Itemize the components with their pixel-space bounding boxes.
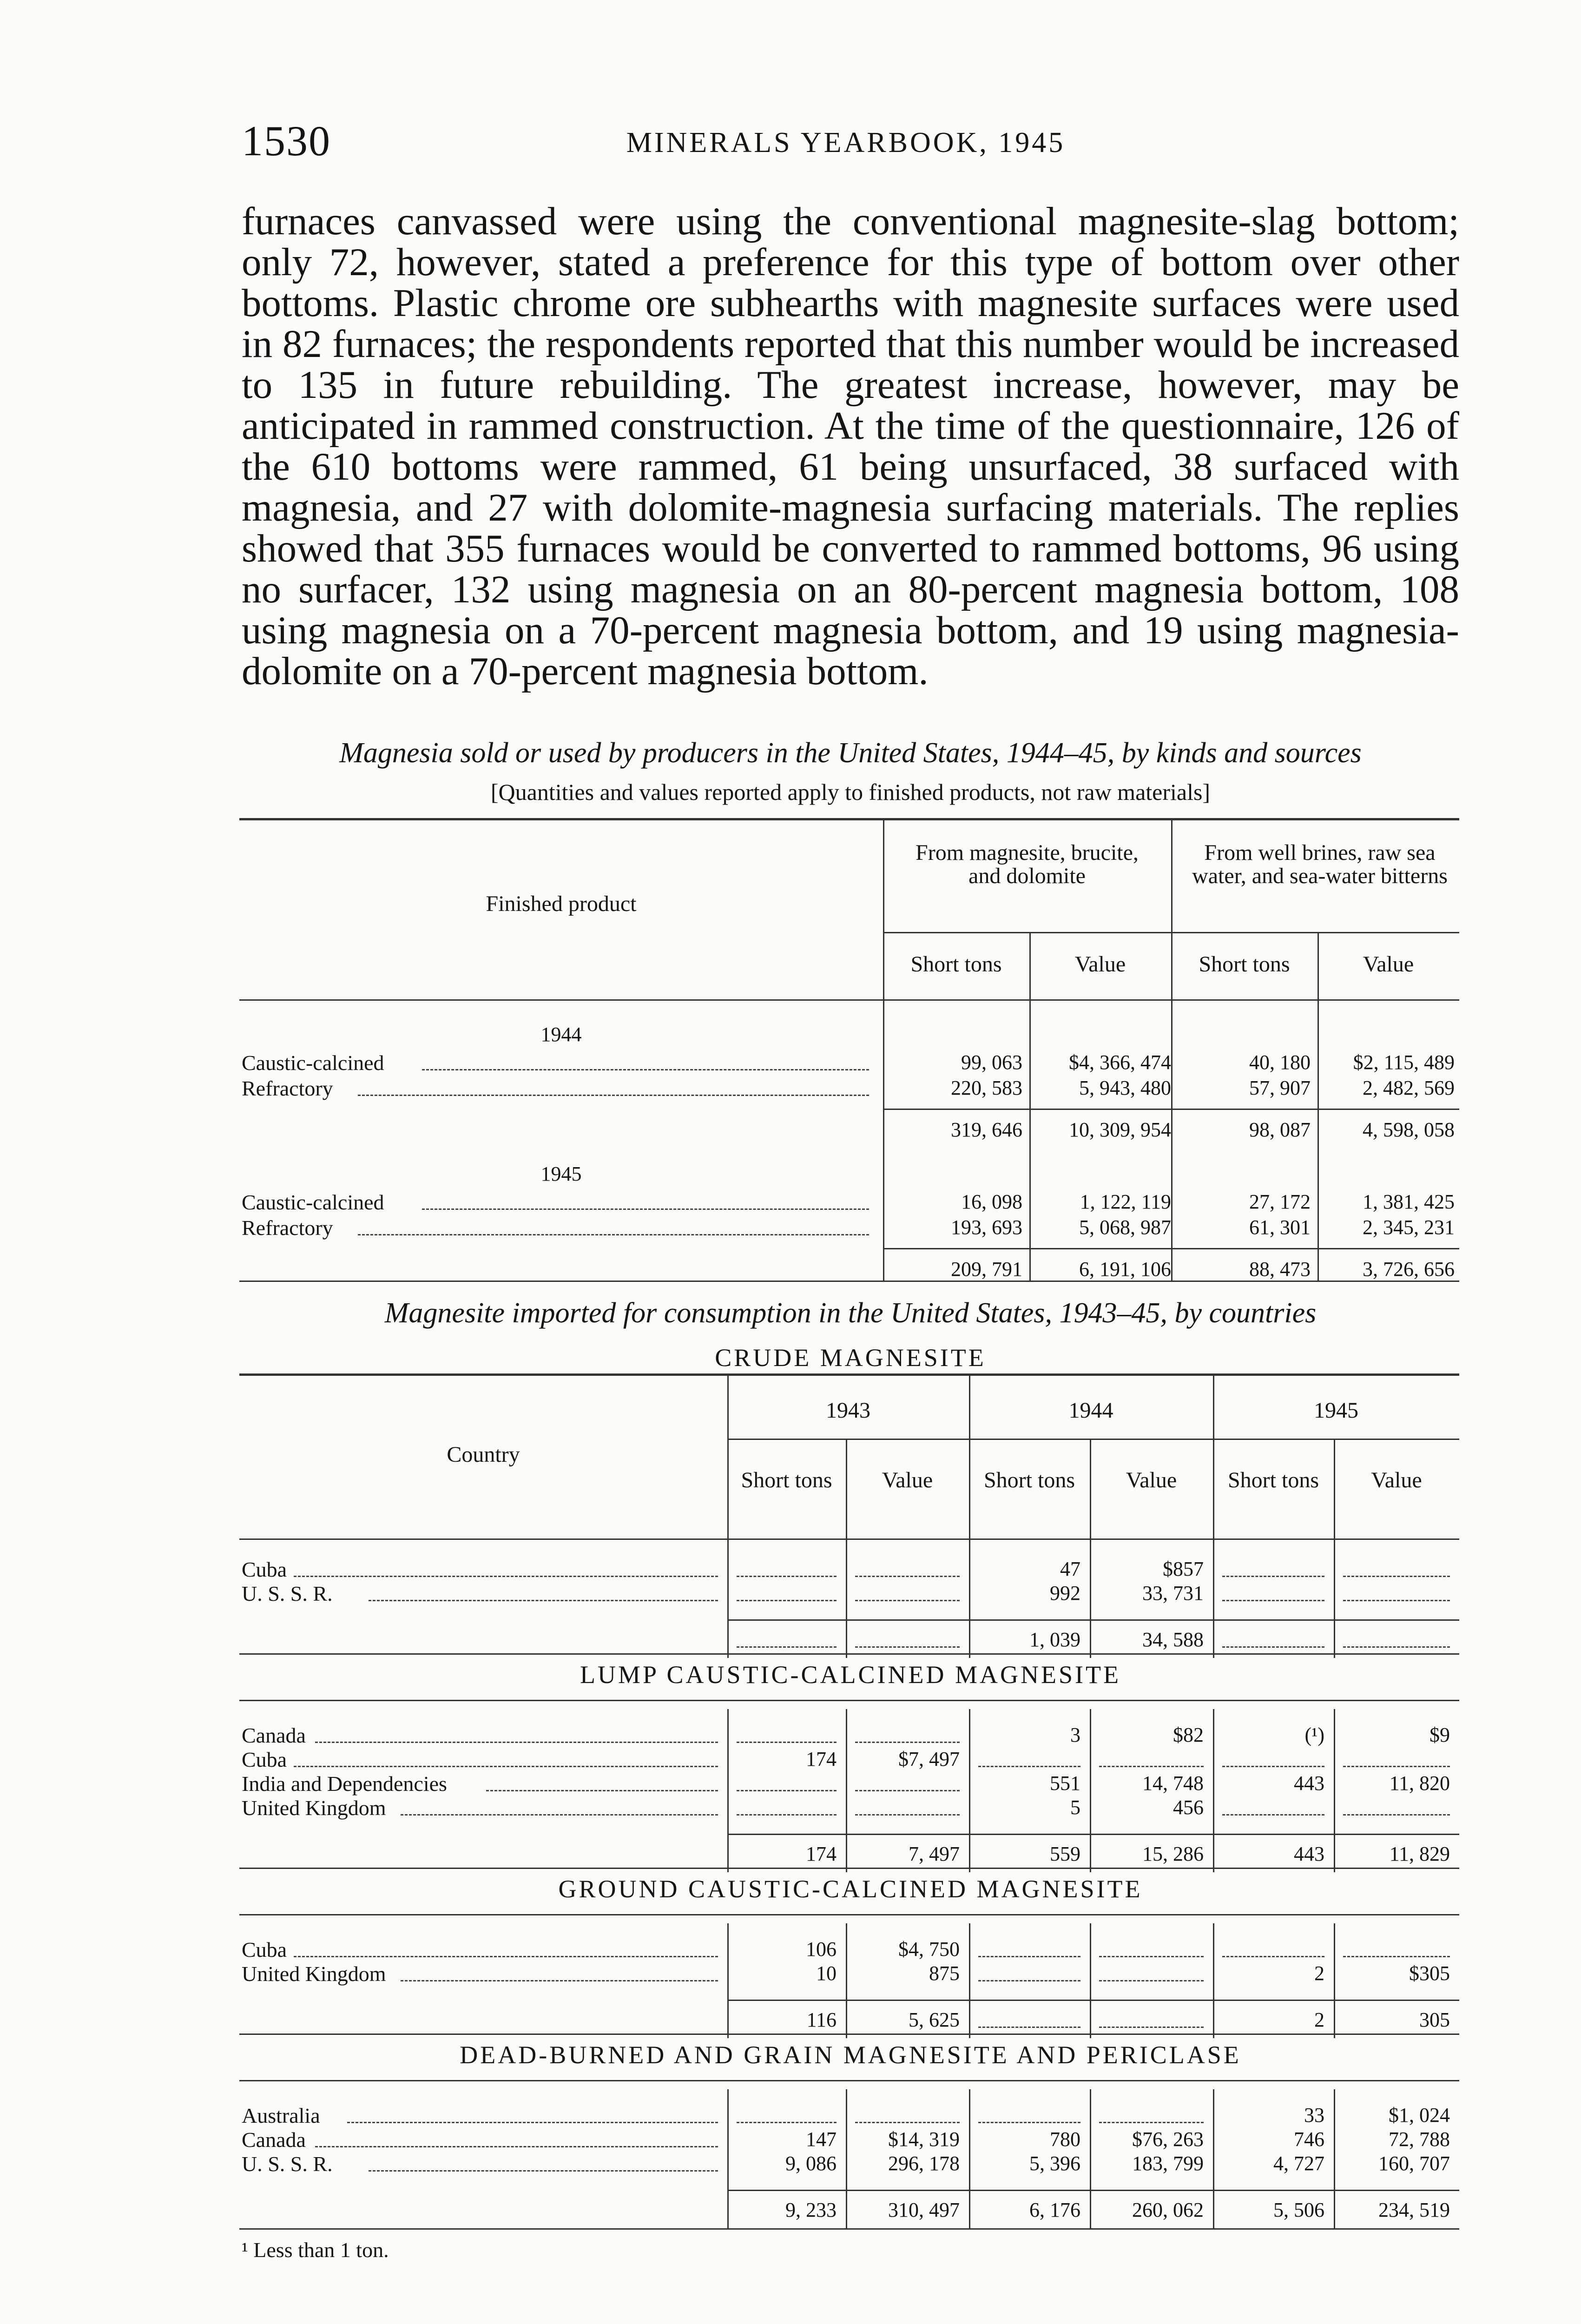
- empty-cell-dots: [737, 1600, 837, 1601]
- empty-cell-dots: [737, 1814, 837, 1816]
- body-paragraph: furnaces canvassed were using the conventional magnesite-slag bottom; only 72, however, stated a preference for this type of bottom over other bottoms. Plastic chrome ore subhearths with magnesite surfaces were used in 82 furnaces; the respondents reported that this number would be increased to 135 in future rebuilding. The greatest increase, however, may be anticipated in rammed construction. At the time of the questionnaire, 126 of the 610 bottoms were rammed, 61 being unsurfaced, 38 surfaced with magnesia, and 27 with dolomite-magnesia surfacing materials. The replies showed that 355 furnaces would be converted to rammed bottoms, 96 using no surfacer, 132 using magnesia on an 80-percent magnesia bottom, 108 using magnesia on a 70-percent magnesia bottom, and 19 using magnesia-dolomite on a 70-percent magnesia bottom.: [242, 199, 1459, 693]
- leader-dots: [315, 2146, 718, 2147]
- table1-group-rule: [883, 932, 1459, 933]
- table-cell: 992: [1050, 1582, 1080, 1604]
- empty-cell-dots: [1099, 1956, 1204, 1957]
- table-cell: 61, 301: [1249, 1216, 1311, 1239]
- total-cell: 88, 473: [1249, 1258, 1311, 1281]
- empty-cell-dots: [1343, 1766, 1450, 1767]
- leader-dots: [369, 1600, 718, 1601]
- section-title: GROUND CAUSTIC-CALCINED MAGNESITE: [558, 1875, 1143, 1903]
- table2-vline: [1334, 2089, 1335, 2228]
- table1-caption: Magnesia sold or used by producers in the United States, 1944–45, by kinds and sources: [339, 737, 1362, 769]
- table2-vline: [1213, 2089, 1214, 2228]
- row-label: Canada: [242, 1723, 306, 1747]
- total-cell: 209, 791: [951, 1258, 1022, 1281]
- empty-cell-dots: [855, 1814, 960, 1816]
- table1-col-header: Short tons: [910, 952, 1002, 977]
- total-cell: 319, 646: [951, 1118, 1022, 1141]
- table2-col-header: Short tons: [741, 1468, 832, 1492]
- empty-cell-dots: [737, 1576, 837, 1577]
- leader-dots: [401, 1980, 718, 1981]
- total-cell: 1, 039: [1029, 1628, 1080, 1651]
- table-cell: 2: [1314, 1962, 1324, 1985]
- table-cell: 780: [1050, 2128, 1080, 2151]
- total-cell: 116: [806, 2008, 837, 2031]
- section-rule: [239, 1914, 1459, 1915]
- table1-head-rule: [239, 999, 1459, 1001]
- row-label: India and Dependencies: [242, 1772, 447, 1796]
- table2-vline: [727, 1709, 729, 1872]
- table2-vline: [1090, 2089, 1091, 2228]
- empty-cell-dots: [978, 1766, 1080, 1767]
- table-cell: 106: [806, 1938, 837, 1961]
- total-cell: 3, 726, 656: [1363, 1258, 1455, 1281]
- table-cell: 875: [929, 1962, 960, 1985]
- table-cell: 1, 122, 119: [1080, 1190, 1171, 1213]
- total-cell: 174: [806, 1842, 837, 1865]
- table-cell: 10: [816, 1962, 837, 1985]
- section-rule: [239, 1700, 1459, 1701]
- table2-vline: [1090, 1439, 1091, 1658]
- table-cell: 40, 180: [1249, 1051, 1311, 1074]
- table1-vline: [1029, 932, 1031, 1281]
- empty-cell-dots: [1222, 1576, 1324, 1577]
- table-cell: 27, 172: [1249, 1190, 1311, 1213]
- table2-col-header: Value: [1371, 1468, 1422, 1492]
- table-cell: 5, 068, 987: [1079, 1216, 1171, 1239]
- total-cell: 260, 062: [1132, 2199, 1204, 2221]
- table-cell: 147: [806, 2128, 837, 2151]
- footnote: ¹ Less than 1 ton.: [242, 2238, 389, 2262]
- table-cell: 193, 693: [951, 1216, 1022, 1239]
- total-rule: [727, 1619, 1459, 1621]
- row-label: U. S. S. R.: [242, 2152, 333, 2176]
- table-cell: 33, 731: [1142, 1582, 1204, 1604]
- page-header: [242, 116, 1450, 181]
- row-label: Refractory: [242, 1076, 333, 1100]
- row-label: Cuba: [242, 1748, 287, 1771]
- total-cell: 6, 176: [1029, 2199, 1080, 2221]
- leader-dots: [486, 1790, 718, 1791]
- table-cell: $4, 750: [898, 1938, 960, 1961]
- table-cell: 99, 063: [961, 1051, 1022, 1074]
- table2-vline: [846, 1709, 847, 1872]
- total-cell: 5, 506: [1273, 2199, 1324, 2221]
- total-cell: 9, 233: [785, 2199, 837, 2221]
- table2-vline: [1213, 1923, 1214, 2038]
- row-label: Canada: [242, 2128, 306, 2152]
- table1-col-header: Short tons: [1199, 952, 1290, 977]
- table-cell: 2, 345, 231: [1363, 1216, 1455, 1239]
- empty-cell-dots: [855, 1600, 960, 1601]
- table-cell: $857: [1163, 1558, 1204, 1580]
- empty-cell-dots: [1343, 1956, 1450, 1957]
- table-cell: 160, 707: [1378, 2152, 1450, 2175]
- empty-cell-dots: [855, 1742, 960, 1743]
- empty-cell-dots: [1099, 2122, 1204, 2123]
- empty-cell-dots: [1099, 1980, 1204, 1981]
- table-cell: $7, 497: [898, 1748, 960, 1770]
- table-cell: (¹): [1304, 1723, 1324, 1746]
- table-cell: 16, 098: [961, 1190, 1022, 1213]
- empty-cell-dots: [978, 2027, 1080, 2028]
- table-cell: $9: [1429, 1723, 1450, 1746]
- table2-vline: [846, 2089, 847, 2228]
- total-rule: [883, 1109, 1459, 1110]
- section-rule: [239, 2034, 1459, 2035]
- table-cell: 5, 943, 480: [1079, 1076, 1171, 1099]
- empty-cell-dots: [978, 2122, 1080, 2123]
- empty-cell-dots: [855, 1646, 960, 1648]
- section-rule: [239, 1868, 1459, 1869]
- section-title: DEAD-BURNED AND GRAIN MAGNESITE AND PERICLASE: [460, 2041, 1241, 2069]
- row-label: Refractory: [242, 1216, 333, 1240]
- table2-head-rule: [239, 1538, 1459, 1540]
- table2-col-header: Short tons: [983, 1468, 1075, 1492]
- table-cell: $14, 319: [888, 2128, 960, 2151]
- table-cell: 33: [1304, 2104, 1324, 2126]
- row-label: United Kingdom: [242, 1962, 386, 1986]
- total-cell: 11, 829: [1389, 1842, 1450, 1865]
- leader-dots: [422, 1069, 869, 1070]
- total-cell: 4, 598, 058: [1363, 1118, 1455, 1141]
- year-header: 1945: [1314, 1398, 1358, 1423]
- table-cell: $305: [1409, 1962, 1450, 1985]
- table2-vline: [969, 1709, 970, 1872]
- leader-dots: [401, 1814, 718, 1816]
- total-cell: 7, 497: [909, 1842, 960, 1865]
- empty-cell-dots: [1222, 1600, 1324, 1601]
- total-cell: 310, 497: [888, 2199, 960, 2221]
- table-cell: 72, 788: [1389, 2128, 1450, 2151]
- total-rule: [727, 2190, 1459, 2191]
- total-cell: 10, 309, 954: [1069, 1118, 1171, 1141]
- leader-dots: [369, 2170, 718, 2172]
- table2-vline: [846, 1923, 847, 2038]
- table2-vline: [727, 1373, 729, 1658]
- table1-group-header: From well brines, raw sea water, and sea-water bitterns: [1192, 840, 1448, 888]
- table1-top-rule: [239, 818, 1459, 820]
- year-header: 1943: [826, 1398, 870, 1423]
- table2-vline: [969, 1923, 970, 2038]
- empty-cell-dots: [855, 1790, 960, 1791]
- empty-cell-dots: [978, 1956, 1080, 1957]
- empty-cell-dots: [1343, 1600, 1450, 1601]
- total-cell: 443: [1294, 1842, 1324, 1865]
- table-cell: 1, 381, 425: [1363, 1190, 1455, 1213]
- leader-dots: [347, 2122, 718, 2123]
- year-subheading: 1944: [540, 1023, 582, 1046]
- table2-vline: [969, 2089, 970, 2228]
- total-cell: 15, 286: [1142, 1842, 1204, 1865]
- section-title: CRUDE MAGNESITE: [715, 1344, 986, 1372]
- total-cell: 34, 588: [1142, 1628, 1204, 1651]
- total-rule: [727, 1834, 1459, 1835]
- table-cell: 4, 727: [1273, 2152, 1324, 2175]
- empty-cell-dots: [737, 1646, 837, 1648]
- table2-vline: [727, 2089, 729, 2228]
- table2-vline: [969, 1373, 970, 1658]
- row-label: Cuba: [242, 1558, 287, 1581]
- empty-cell-dots: [1099, 2027, 1204, 2028]
- total-cell: 5, 625: [909, 2008, 960, 2031]
- section-title: LUMP CAUSTIC-CALCINED MAGNESITE: [580, 1661, 1121, 1689]
- running-title: MINERALS YEARBOOK, 1945: [626, 127, 1066, 158]
- total-rule: [727, 2000, 1459, 2001]
- leader-dots: [358, 1095, 869, 1096]
- empty-cell-dots: [1343, 1576, 1450, 1577]
- table2-col-header: Value: [882, 1468, 933, 1492]
- empty-cell-dots: [737, 1742, 837, 1743]
- table2-vline: [727, 1923, 729, 2038]
- empty-cell-dots: [1099, 1766, 1204, 1767]
- table2-top-rule: [239, 1373, 1459, 1376]
- table-cell: 3: [1070, 1723, 1080, 1746]
- total-cell: 559: [1050, 1842, 1080, 1865]
- empty-cell-dots: [855, 2122, 960, 2123]
- table2-vline: [1090, 1709, 1091, 1872]
- empty-cell-dots: [978, 1980, 1080, 1981]
- table-cell: $2, 115, 489: [1353, 1051, 1455, 1074]
- total-cell: 234, 519: [1378, 2199, 1450, 2221]
- table2-vline: [1334, 1709, 1335, 1872]
- table1-bottom-rule: [239, 1281, 1459, 1282]
- table-cell: $82: [1173, 1723, 1204, 1746]
- empty-cell-dots: [737, 2122, 837, 2123]
- year-rule: [727, 1439, 1459, 1440]
- table2-vline: [1334, 1923, 1335, 2038]
- table-cell: 174: [806, 1748, 837, 1770]
- empty-cell-dots: [1343, 1646, 1450, 1648]
- year-header: 1944: [1068, 1398, 1113, 1423]
- table-cell: 11, 820: [1389, 1772, 1450, 1795]
- table-cell: $4, 366, 474: [1069, 1051, 1171, 1074]
- leader-dots: [358, 1234, 869, 1235]
- leader-dots: [294, 1576, 718, 1577]
- table2-bottom-rule: [239, 2228, 1459, 2230]
- table-cell: 183, 799: [1132, 2152, 1204, 2175]
- table1-group-header: From magnesite, brucite, and dolomite: [916, 840, 1139, 888]
- leader-dots: [294, 1766, 718, 1767]
- total-cell: 6, 191, 106: [1079, 1258, 1171, 1281]
- year-subheading: 1945: [540, 1162, 582, 1185]
- table-cell: 57, 907: [1249, 1076, 1311, 1099]
- empty-cell-dots: [737, 1790, 837, 1791]
- row-label: Caustic-calcined: [242, 1051, 384, 1075]
- empty-cell-dots: [1222, 1814, 1324, 1816]
- table-cell: $1, 024: [1389, 2104, 1450, 2126]
- table1-note: [Quantities and values reported apply to finished products, not raw materials]: [490, 779, 1211, 805]
- table1-col-header: Value: [1074, 952, 1126, 977]
- table2-caption: Magnesite imported for consumption in the United States, 1943–45, by countries: [384, 1297, 1317, 1329]
- table-cell: 456: [1173, 1796, 1204, 1819]
- table2-vline: [1334, 1439, 1335, 1658]
- row-label: United Kingdom: [242, 1796, 386, 1820]
- row-label: Cuba: [242, 1938, 287, 1961]
- table2-vline: [1213, 1709, 1214, 1872]
- table-cell: 551: [1050, 1772, 1080, 1795]
- table-cell: 746: [1294, 2128, 1324, 2151]
- section-rule: [239, 2080, 1459, 2081]
- table-cell: 296, 178: [888, 2152, 960, 2175]
- table-cell: 2, 482, 569: [1363, 1076, 1455, 1099]
- table-cell: 47: [1060, 1558, 1080, 1580]
- table2-vline: [1090, 1923, 1091, 2038]
- table-cell: $76, 263: [1132, 2128, 1204, 2151]
- table-cell: 5, 396: [1029, 2152, 1080, 2175]
- empty-cell-dots: [1222, 1956, 1324, 1957]
- table1-col-header: Value: [1363, 952, 1414, 977]
- total-cell: 2: [1314, 2008, 1324, 2031]
- page-number: 1530: [242, 117, 331, 165]
- table2-vline: [1213, 1373, 1214, 1658]
- leader-dots: [315, 1742, 718, 1743]
- table-cell: 443: [1294, 1772, 1324, 1795]
- table-cell: 9, 086: [785, 2152, 837, 2175]
- total-rule: [883, 1248, 1459, 1249]
- table2-col-header: Value: [1126, 1468, 1177, 1492]
- row-label: Australia: [242, 2104, 320, 2127]
- total-cell: 98, 087: [1249, 1118, 1311, 1141]
- table-cell: 5: [1070, 1796, 1080, 1819]
- table-cell: 14, 748: [1142, 1772, 1204, 1795]
- row-label: Caustic-calcined: [242, 1190, 384, 1214]
- row-label: U. S. S. R.: [242, 1582, 333, 1605]
- leader-dots: [294, 1956, 718, 1957]
- table2-col-header: Short tons: [1227, 1468, 1319, 1492]
- section-rule: [239, 1653, 1459, 1655]
- table2-vline: [846, 1439, 847, 1658]
- empty-cell-dots: [1343, 1814, 1450, 1816]
- empty-cell-dots: [855, 1576, 960, 1577]
- leader-dots: [422, 1208, 869, 1210]
- table-cell: 220, 583: [951, 1076, 1022, 1099]
- empty-cell-dots: [1222, 1646, 1324, 1648]
- table1-stub-header: Finished product: [486, 891, 637, 916]
- table2-stub-header: Country: [447, 1442, 520, 1467]
- total-cell: 305: [1419, 2008, 1450, 2031]
- empty-cell-dots: [1222, 1766, 1324, 1767]
